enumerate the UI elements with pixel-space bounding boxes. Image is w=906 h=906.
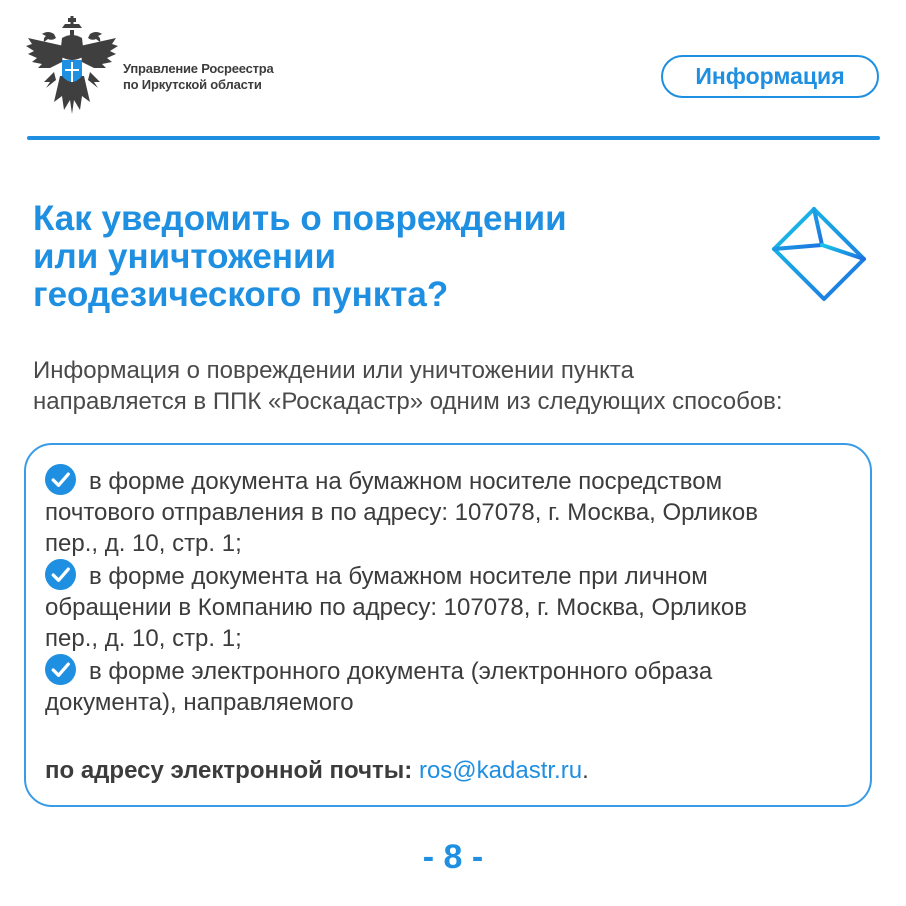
- method-1-line3: пер., д. 10, стр. 1;: [45, 530, 242, 557]
- intro-text: [33, 355, 883, 417]
- organization-name-line2: по Иркутской области: [123, 77, 262, 92]
- method-1-line2: почтового отправления в по адресу: 107078, г. Москва, Орликов: [45, 499, 758, 526]
- page-title-line3: геодезического пункта?: [33, 275, 449, 314]
- page-number: - 8 -: [422, 838, 484, 876]
- intro-line1: Информация о повреждении или уничтожении пункта: [33, 357, 634, 384]
- list-item: [45, 464, 860, 559]
- checkmark-icon: [45, 654, 76, 685]
- checkmark-icon: [45, 464, 76, 495]
- method-2-line2: обращении в Компанию по адресу: 107078, г. Москва, Орликов: [45, 594, 747, 621]
- method-3-line2: документа), направляемого: [45, 689, 354, 716]
- page-title-line2: или уничтожении: [33, 237, 337, 276]
- organization-name: [123, 61, 274, 93]
- page-title: [33, 200, 693, 314]
- method-2-line3: пер., д. 10, стр. 1;: [45, 625, 242, 652]
- checkmark-icon: [45, 559, 76, 590]
- page-title-line1: Как уведомить о повреждении: [33, 199, 567, 238]
- intro-line2: направляется в ППК «Роскадастр» одним из следующих способов:: [33, 388, 783, 415]
- organization-name-line1: Управление Росреестра: [123, 61, 274, 76]
- flying-envelope-icon: [738, 203, 870, 307]
- list-item: [45, 654, 860, 718]
- rosreestr-emblem-icon: [24, 16, 120, 116]
- method-2-line1: в форме документа на бумажном носителе при личном: [89, 563, 708, 590]
- method-1-line1: в форме документа на бумажном носителе посредством: [89, 468, 723, 495]
- methods-list: [45, 464, 860, 718]
- info-category-badge: Информация: [661, 55, 879, 98]
- list-item: [45, 559, 860, 654]
- email-trailing-dot: .: [582, 757, 589, 784]
- email-link[interactable]: ros@kadastr.ru: [418, 757, 583, 784]
- header-divider: [27, 136, 880, 140]
- email-line: [45, 755, 589, 786]
- email-label: по адресу электронной почты:: [45, 757, 413, 784]
- method-3-line1: в форме электронного документа (электронного образа: [89, 658, 713, 685]
